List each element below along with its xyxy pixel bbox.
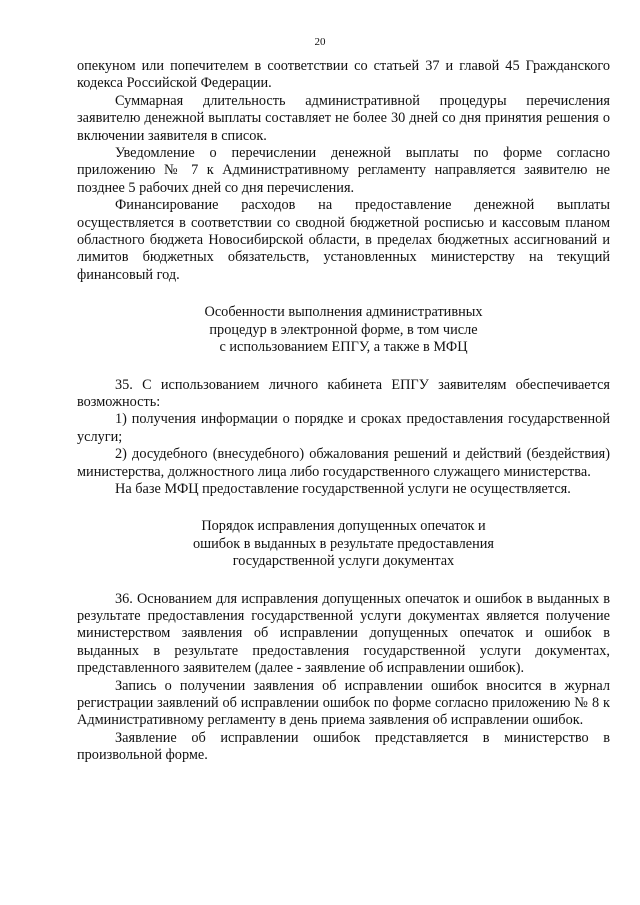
paragraph-35-intro: 35. С использованием личного кабинета ЕПГУ заявителям обеспечивается возможность: bbox=[77, 376, 610, 410]
paragraph-36-basis: 36. Основанием для исправления допущенных опечаток и ошибок в выданных в результате предоставления государственной услуги документах является получение министерством заявления об исправлении допущенных опечаток и ошибок в выданных в результате предоставления государственной услуги документах, представленного заявителем (далее - заявление об исправлении ошибок). bbox=[77, 590, 610, 677]
section-heading-corrections-line-1: Порядок исправления допущенных опечаток и bbox=[201, 518, 486, 535]
paragraph-duration: Суммарная длительность административной процедуры перечисления заявителю денежной выплаты составляет не более 30 дней со дня принятия решения о включении заявителя в список. bbox=[77, 92, 610, 144]
section-heading-corrections-line-3: государственной услуги документах bbox=[232, 553, 455, 570]
page-number: 20 bbox=[314, 36, 326, 48]
paragraph-35-item-2: 2) досудебного (внесудебного) обжалования решений и действий (бездействия) министерства, должностного лица либо государственного служащего министерства. bbox=[77, 446, 610, 480]
paragraph-notification: Уведомление о перечислении денежной выплаты по форме согласно приложению № 7 к Административному регламенту направляется заявителю не позднее 5 рабочих дней со дня перечисления. bbox=[77, 145, 610, 196]
document-body bbox=[77, 58, 610, 765]
paragraph-35-item-1: 1) получения информации о порядке и сроках предоставления государственной услуги; bbox=[77, 411, 610, 445]
paragraph-financing: Финансирование расходов на предоставление денежной выплаты осуществляется в соответствии со сводной бюджетной росписью и кассовым планом областного бюджета Новосибирской области, в пределах бюджетных ассигнований и лимитов бюджетных обязательств, установленных министерству на текущий финансовый год. bbox=[77, 197, 610, 283]
paragraph-36-form: Заявление об исправлении ошибок представляется в министерство в произвольной форме. bbox=[77, 729, 610, 764]
paragraph-36-registration: Запись о получении заявления об исправлении ошибок вносится в журнал регистрации заявлений об исправлении ошибок по форме согласно приложению № 8 к Административному регламенту в день приема заявления об исправлении ошибок. bbox=[77, 677, 610, 729]
paragraph-mfc: На базе МФЦ предоставление государственной услуги не осуществляется. bbox=[115, 480, 571, 497]
paragraph-guardian: опекуном или попечителем в соответствии со статьей 37 и главой 45 Гражданского кодекса Российской Федерации. bbox=[77, 58, 610, 92]
section-heading-electronic-line-1: Особенности выполнения административных bbox=[204, 304, 483, 321]
section-heading-electronic-line-3: с использованием ЕПГУ, а также в МФЦ bbox=[219, 339, 468, 356]
section-heading-corrections-line-2: ошибок в выданных в результате предоставления bbox=[193, 535, 494, 552]
section-heading-electronic-line-2: процедур в электронной форме, в том числе bbox=[209, 321, 478, 338]
